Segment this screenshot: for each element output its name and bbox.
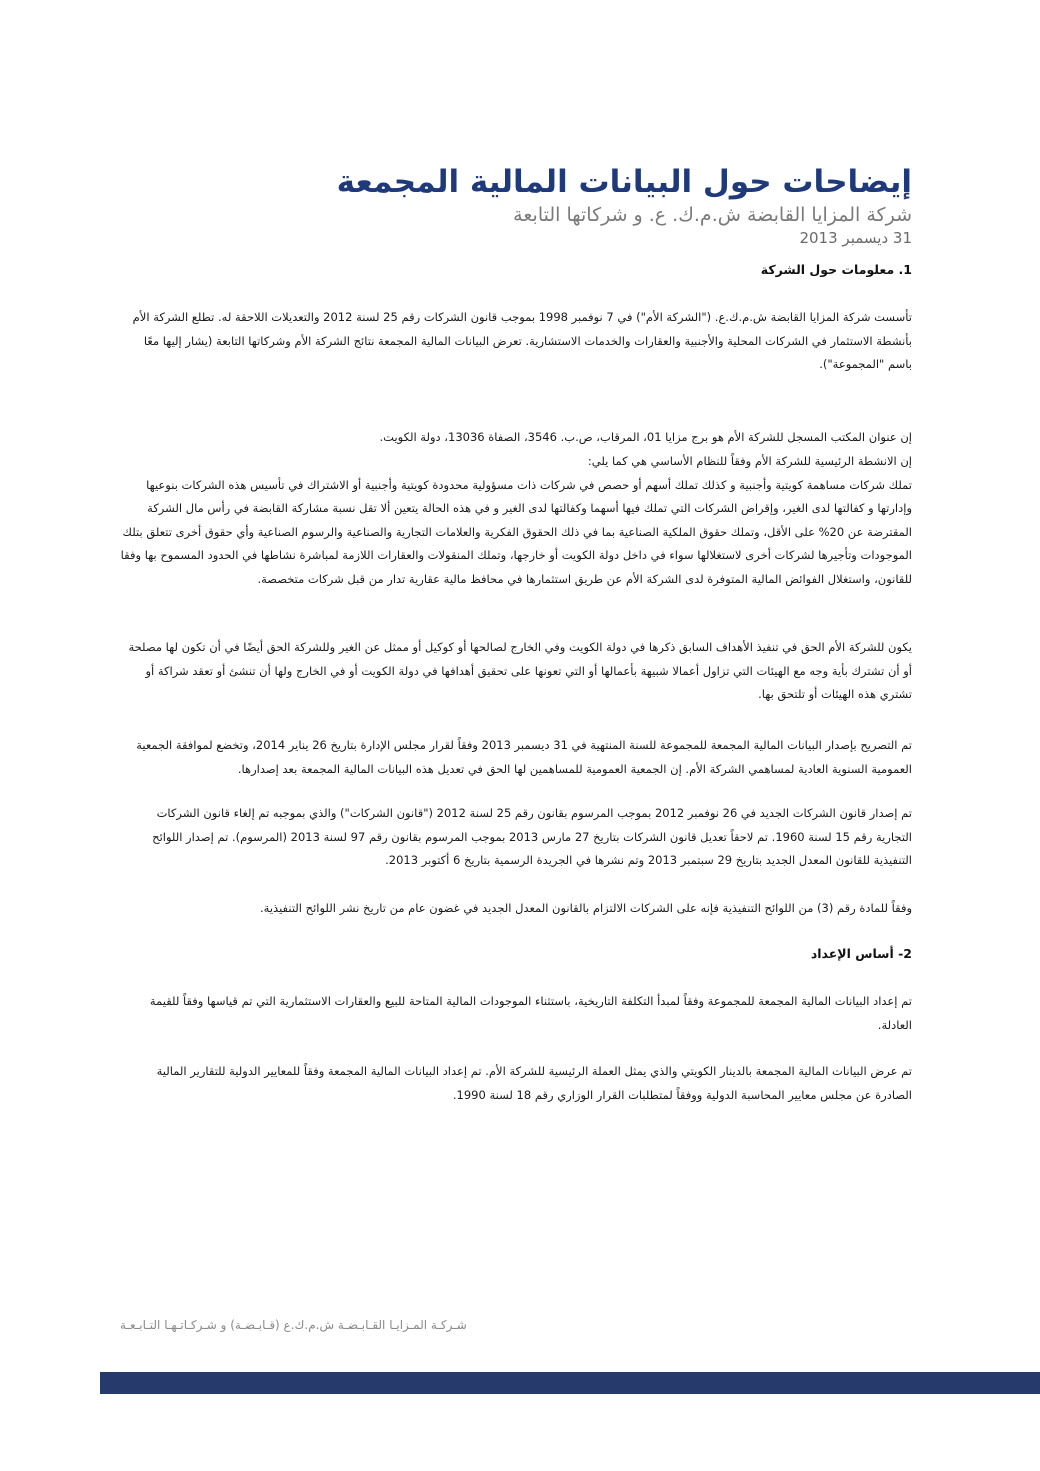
paragraph-text: تأسست شركة المزايا القابضة ش.م.ك.ع. ("الشركة الأم") في 7 نوفمبر 1998 بموجب قانون الشركات رقم 25 لسنة 2012 والتعديلات اللاحقة له. تطلع الشركة الأم بأنشطة الاستثمار في الشركات المحلية والأجنبية والعقارات والخدمات الاستشارية. تعرض البيانات المالية المجمعة نتائج الشركة الأم وشركاتها التابعة (يشار إليها معًا باسم "المجموعة").	[132, 310, 912, 371]
section-1-paragraph-5	[120, 734, 912, 781]
section-2-heading: 2- أساس الإعداد	[810, 946, 912, 961]
section-1-paragraph-6	[120, 802, 912, 873]
footer-bar	[100, 1372, 1040, 1394]
paragraph-text: تملك شركات مساهمة كويتية وأجنبية و كذلك تملك أسهم أو حصص في شركات ذات مسؤولية محدودة كويتية وأجنبية أو الاشتراك في تأسيس هذه الشركات بنوعيها وإدارتها و كفالتها لدى الغير، وإقراض الشركات التي تملك فيها أسهما وكفالتها لدى الغير و في هذه الحالة يتعين ألا تقل نسبة مشاركة القابضة في رأس مال الشركة المقترضة عن 20% على الأقل، وتملك حقوق الملكية الصناعية بما في ذلك الحقوق الفكرية والعلامات التجارية والصناعية والرسوم الصناعية وأي حقوق أخرى تتعلق بتلك الموجودات وتأجيرها لشركات أخرى لاستغلالها سواء في داخل دولة الكويت أو خارجها، وتملك المنقولات والعقارات اللازمة لمباشرة نشاطها في الحدود المسموح بها وفقا للقانون، واستغلال الفوائض المالية المتوفرة لدى الشركة الأم عن طريق استثمارها في محافظ مالية عقارية تدار من قبل شركات متخصصة.	[120, 477, 912, 586]
paragraph-text: تم التصريح بإصدار البيانات المالية المجمعة للمجموعة للسنة المنتهية في 31 ديسمبر 2013 وفقاً لقرار مجلس الإدارة بتاريخ 26 يناير 2014، وتخضع لموافقة الجمعية العمومية السنوية العادية لمساهمي الشركة الأم. إن الجمعية العمومية للمساهمين لها الحق في تعديل هذه البيانات المالية المجمعة بعد إصدارها.	[136, 738, 912, 776]
section-2-paragraph-2	[120, 1060, 912, 1107]
section-1-paragraph-2	[120, 426, 912, 450]
paragraph-text: يكون للشركة الأم الحق في تنفيذ الأهداف السابق ذكرها في دولة الكويت وفي الخارج لصالحها أو كوكيل أو ممثل عن الغير وللشركة الحق أيضًا في أن تكون لها مصلحة أو أن تشترك بأية وجه مع الهيئات التي تزاول أعمالا شبيهة بأعمالها أو التي تعونها على تحقيق أهدافها في دولة الكويت أو في الخارج ولها أن تنشئ أو تعقد شراكة أو تشتري هذه الهيئات أو تلتحق بها.	[128, 640, 912, 701]
section-1-paragraph-1	[120, 306, 912, 377]
paragraph-text: تم إصدار قانون الشركات الجديد في 26 نوفمبر 2012 بموجب المرسوم بقانون رقم 25 لسنة 2012 ("قانون الشركات") والذي بموجبه تم إلغاء قانون الشركات التجارية رقم 15 لسنة 1960. تم لاحقاً تعديل قانون الشركات بتاريخ 27 مارس 2013 بموجب المرسوم بقانون رقم 97 لسنة 2013 (المرسوم). تم إصدار اللوائح التنفيذية للقانون المعدل الجديد بتاريخ 29 سبتمبر 2013 وتم نشرها في الجريدة الرسمية بتاريخ 6 أكتوبر 2013.	[152, 806, 912, 867]
paragraph-text: إن عنوان المكتب المسجل للشركة الأم هو برج مزايا 01، المرقاب، ص.ب. 3546، الصفاة 13036، دولة الكويت.	[379, 430, 912, 444]
document-title: إيضاحات حول البيانات المالية المجمعة	[336, 164, 912, 200]
paragraph-text: تم إعداد البيانات المالية المجمعة للمجموعة وفقاً لمبدأ التكلفة التاريخية، باستثناء الموجودات المالية المتاحة للبيع والعقارات الاستثمارية التي تم قياسها وفقاً للقيمة العادلة.	[149, 994, 912, 1032]
paragraph-text: تم عرض البيانات المالية المجمعة بالدينار الكويتي والذي يمثل العملة الرئيسية للشركة الأم. تم إعداد البيانات المالية المجمعة وفقاً للمعايير الدولية للتقارير المالية الصادرة عن مجلس معايير المحاسبة الدولية ووفقاً لمتطلبات القرار الوزاري رقم 18 لسنة 1990.	[156, 1064, 912, 1102]
section-1-heading: 1. معلومات حول الشركة	[760, 262, 912, 277]
section-1-paragraph-4	[120, 636, 912, 707]
section-2-paragraph-1	[120, 990, 912, 1037]
section-1-paragraph-7	[120, 897, 912, 921]
report-date: 31 ديسمبر 2013	[799, 229, 912, 247]
section-1-paragraph-3	[120, 450, 912, 591]
document-header	[152, 162, 912, 248]
paragraph-intro: إن الانشطة الرئيسية للشركة الأم وفقاً للنظام الأساسي هي كما يلي:	[587, 454, 912, 468]
company-name: شركة المزايا القابضة ش.م.ك. ع. و شركاتها التابعة	[513, 204, 912, 226]
paragraph-text: وفقاً للمادة رقم (3) من اللوائح التنفيذية فإنه على الشركات الالتزام بالقانون المعدل الجديد في غضون عام من تاريخ نشر اللوائح التنفيذية.	[260, 901, 912, 915]
footer-company-name: شـركـة المـزايـا القـابـضـة ش.م.ك.ع (قـابـضـة) و شـركـاتـهـا التـابـعـة	[120, 1318, 467, 1332]
